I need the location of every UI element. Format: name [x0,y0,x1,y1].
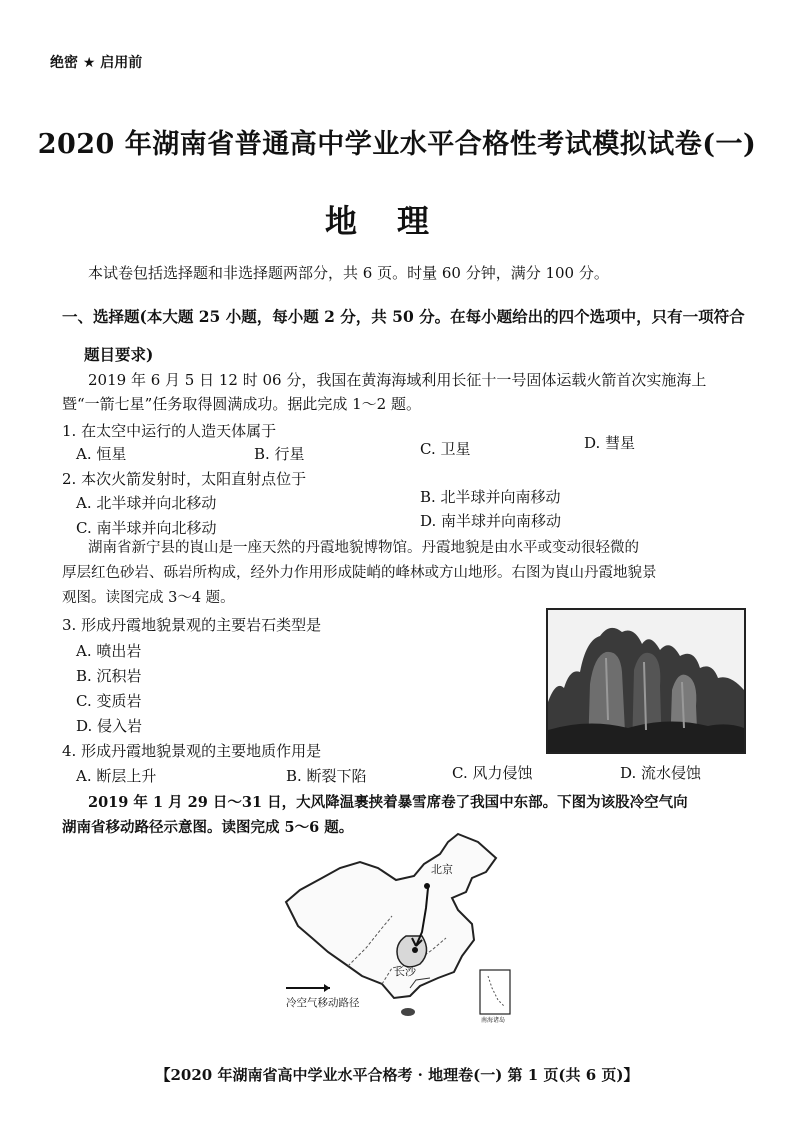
q1-option-a: A. 恒星 [76,445,127,463]
q4-option-c: C. 风力侵蚀 [452,764,533,782]
material-3-line-1: 2019 年 1 月 29 日～31 日，大风降温裹挟着暴雪席卷了我国中东部。下图为该股冷空气向 [88,794,688,811]
q3-option-a: A. 喷出岩 [76,642,142,660]
material-2-line-3: 观图。读图完成 3～4 题。 [62,590,235,606]
subject-title: 地理 [324,202,469,240]
q3-option-d: D. 侵入岩 [76,717,143,735]
material-1-line-1: 2019 年 6 月 5 日 12 时 06 分，我国在黄海海域利用长征十一号固体运载火箭首次实施海上 [88,371,707,389]
section-heading: 一、选择题(本大题 25 小题，每小题 2 分，共 50 分。在每小题给出的四个选项中，只有一项符合 [62,307,745,326]
q1-option-b: B. 行星 [254,445,305,463]
q4-option-a: A. 断层上升 [76,767,157,785]
danxia-landform-photo [546,608,746,754]
china-cold-air-map [282,828,514,1024]
material-2-line-1: 湖南省新宁县的崀山是一座天然的丹霞地貌博物馆。丹霞地貌是由水平或变动很轻微的 [88,540,639,556]
inset-label: 南海诸岛 [481,1017,506,1024]
map-label-changsha: 长沙 [394,965,416,978]
q4-option-d: D. 流水侵蚀 [620,764,702,782]
material-2-line-2: 厚层红色砂岩、砾岩所构成，经外力作用形成陡峭的峰林或方山地形。右图为崀山丹霞地貌景 [62,565,657,581]
section-heading-cont: 题目要求) [84,345,154,364]
q2-option-c: C. 南半球并向北移动 [76,519,217,537]
q3-option-c: C. 变质岩 [76,692,142,710]
q3-option-b: B. 沉积岩 [76,667,142,685]
q2-option-a: A. 北半球并向北移动 [76,494,217,512]
material-3-line-2: 湖南省移动路径示意图。读图完成 5～6 题。 [62,819,354,836]
q2-option-b: B. 北半球并向南移动 [420,488,561,506]
q2-option-d: D. 南半球并向南移动 [420,512,562,530]
exam-title: 2020 年湖南省普通高中学业水平合格性考试模拟试卷(一) [37,129,757,160]
page-footer: 【2020 年湖南省高中学业水平合格考 · 地理卷(一) 第 1 页(共 6 页)】 [155,1066,639,1084]
q1-option-c: C. 卫星 [420,440,471,458]
exam-intro: 本试卷包括选择题和非选择题两部分，共 6 页。时量 60 分钟，满分 100 分。 [88,264,609,282]
q4-option-b: B. 断裂下陷 [286,767,367,785]
map-label-beijing: 北京 [431,863,453,876]
question-4-stem: 4. 形成丹霞地貌景观的主要地质作用是 [62,742,322,760]
material-1-line-2: 暨“一箭七星”任务取得圆满成功。据此完成 1～2 题。 [62,395,421,413]
question-1-stem: 1. 在太空中运行的人造天体属于 [62,422,277,440]
q1-option-d: D. 彗星 [584,434,636,452]
map-legend-label: 冷空气移动路径 [286,997,360,1009]
legend-arrow-icon [324,984,330,992]
confidential-label: 绝密 ★ 启用前 [50,55,143,71]
south-sea-inset [480,970,510,1014]
question-2-stem: 2. 本次火箭发射时，太阳直射点位于 [62,470,307,488]
question-3-stem: 3. 形成丹霞地貌景观的主要岩石类型是 [62,616,322,634]
